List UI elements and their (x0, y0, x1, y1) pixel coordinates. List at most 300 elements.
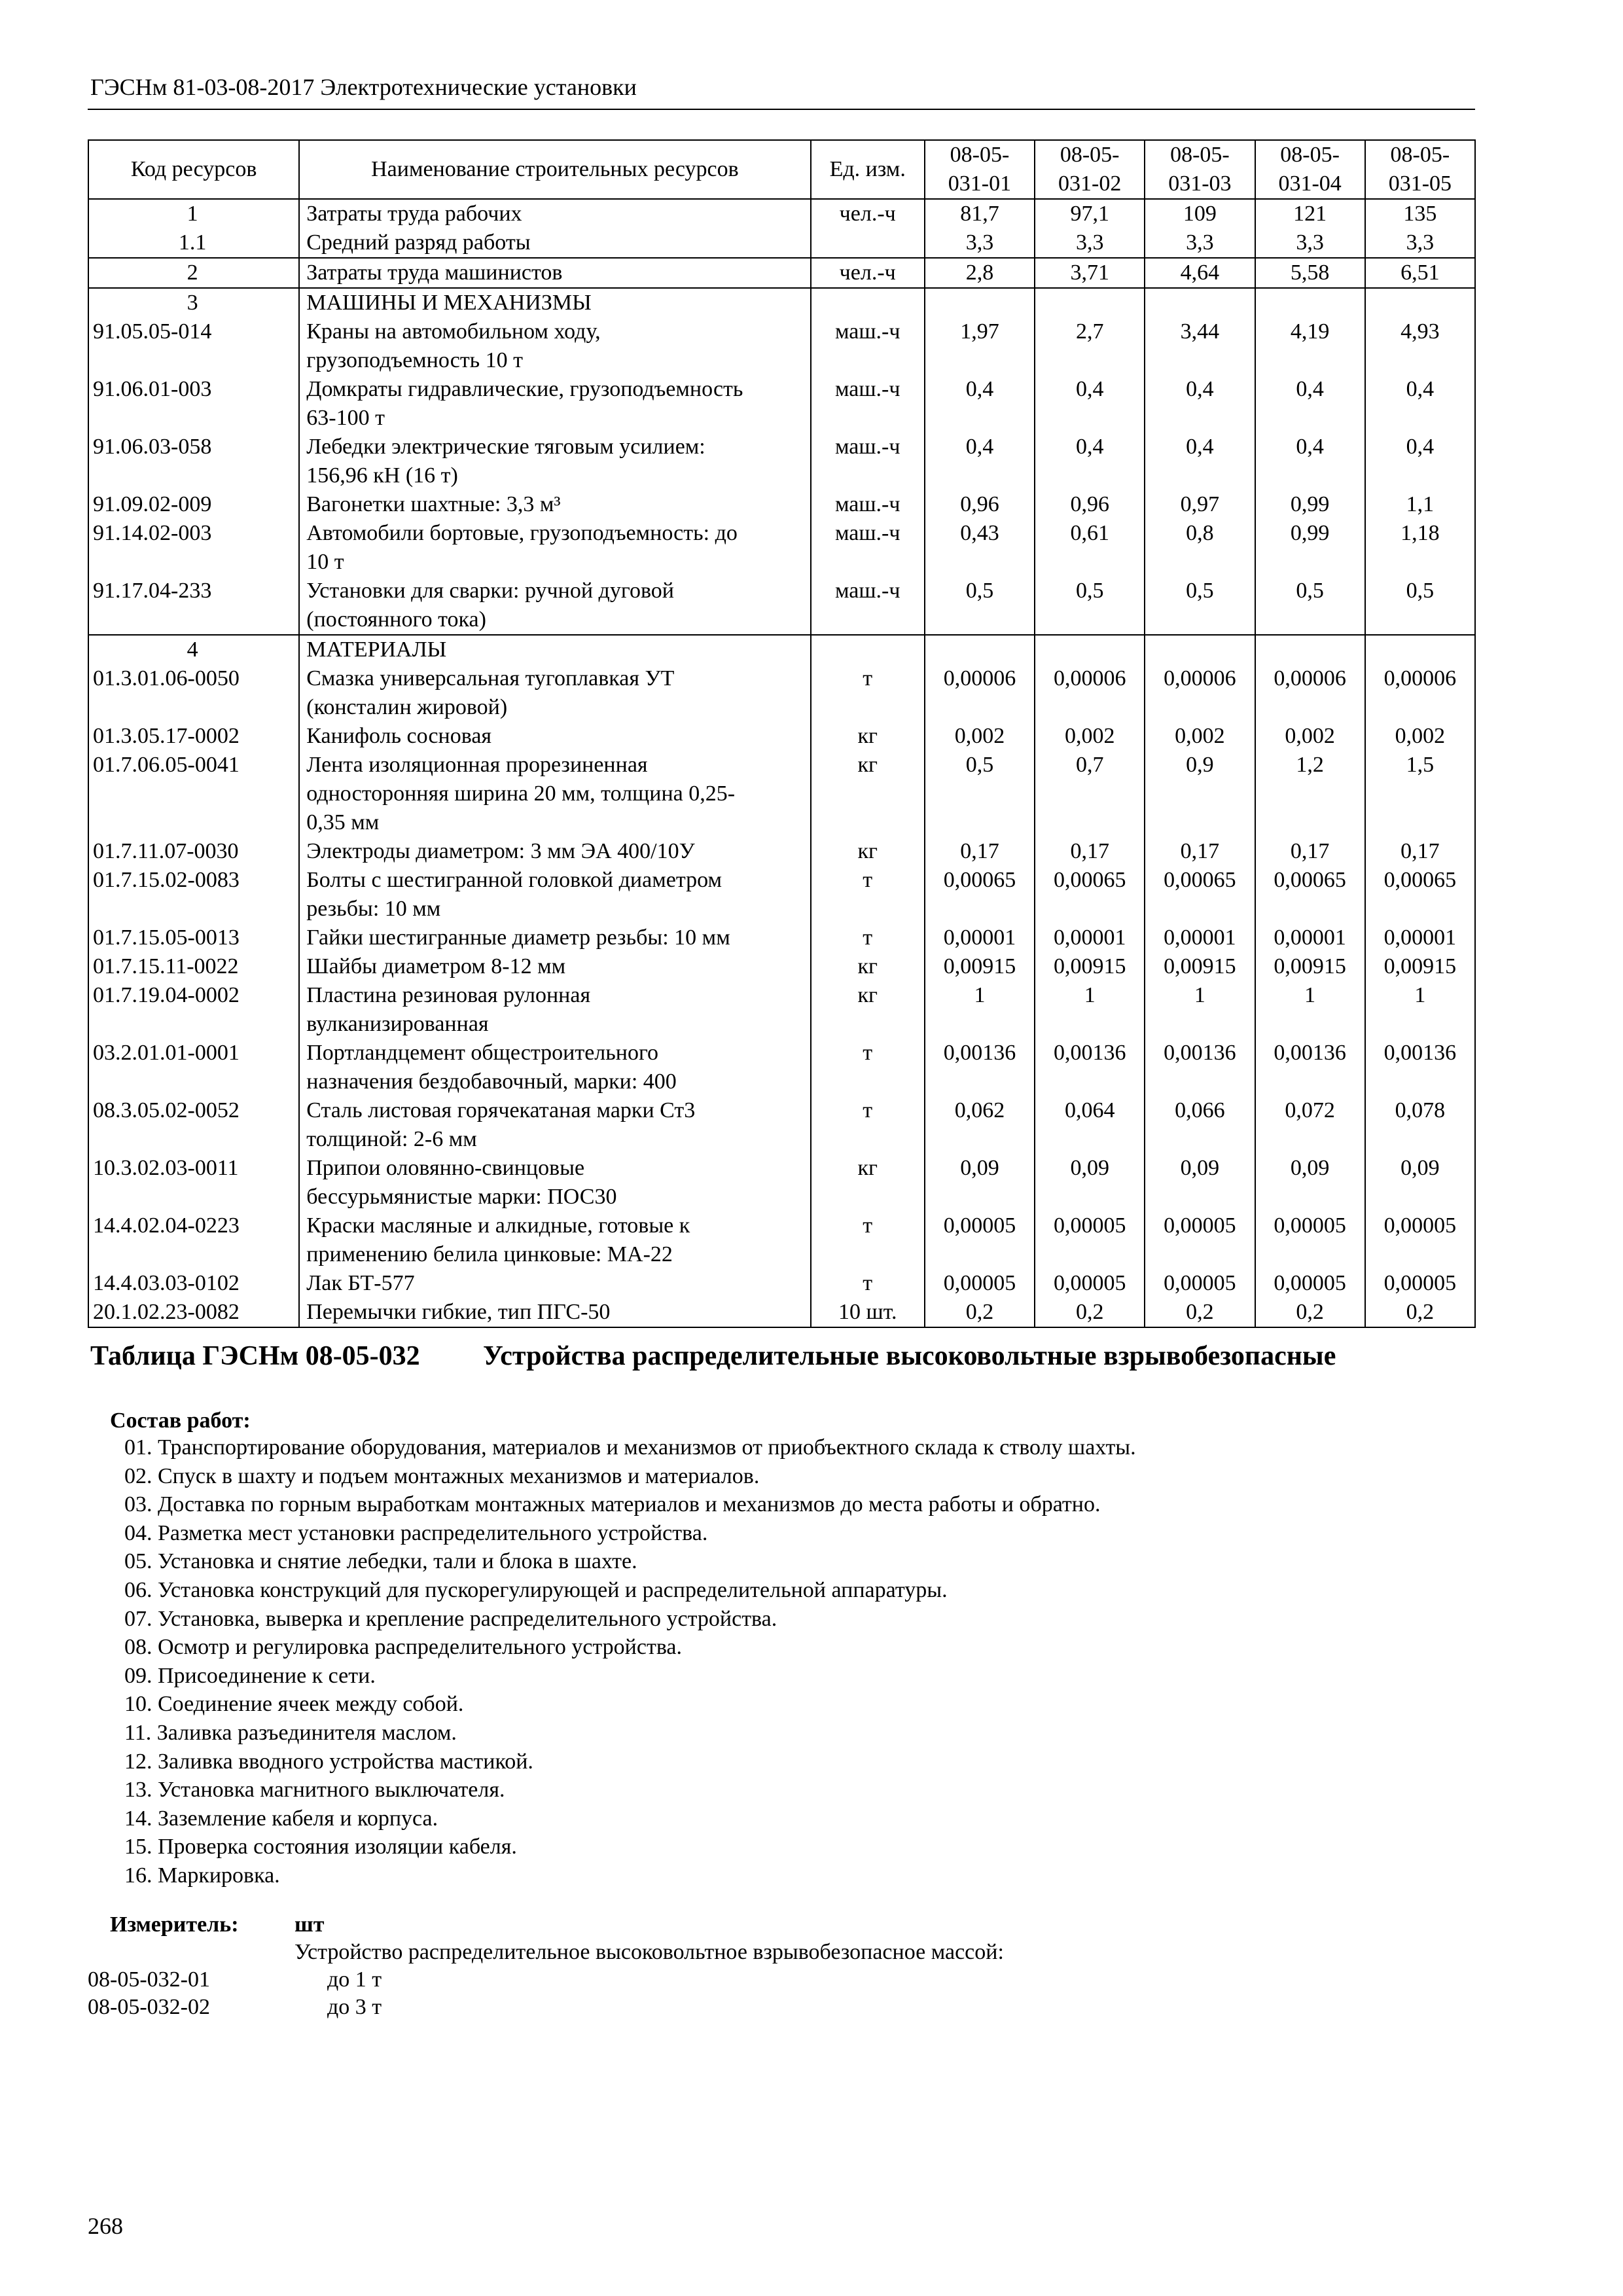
resource-code: 2 (88, 258, 299, 288)
resource-value: 97,1 (1035, 199, 1145, 228)
resource-value (1145, 288, 1255, 317)
resource-value: 1 (1035, 981, 1145, 1039)
table-row (88, 433, 1475, 490)
measure-label: Измеритель: (110, 1912, 239, 1937)
resource-value: 0,4 (1145, 433, 1255, 490)
resources-table (88, 139, 1476, 1328)
resource-code: 91.05.05-014 (88, 317, 299, 375)
resource-name-line: (консталин жировой) (306, 695, 508, 719)
resource-value (1255, 635, 1365, 664)
resource-value: 0,5 (1255, 577, 1365, 635)
resource-name-line: МАШИНЫ И МЕХАНИЗМЫ (306, 291, 592, 315)
resource-value: 0,09 (1255, 1154, 1365, 1211)
resource-name-line: толщиной: 2-6 мм (306, 1127, 477, 1151)
resource-unit: кг (811, 952, 925, 981)
resource-value: 0,00006 (1145, 664, 1255, 722)
resource-value: 0,00005 (1365, 1269, 1475, 1298)
resource-name (299, 317, 810, 375)
table-body (88, 199, 1475, 1327)
resource-value: 0,2 (1145, 1298, 1255, 1327)
resource-value: 109 (1145, 199, 1255, 228)
resource-value: 0,072 (1255, 1096, 1365, 1154)
resource-name (299, 1211, 810, 1269)
resource-value: 0,00915 (1145, 952, 1255, 981)
resource-value: 0,00136 (1255, 1039, 1365, 1096)
resource-value: 0,4 (1255, 433, 1365, 490)
resource-name-line: Домкраты гидравлические, грузоподъемность (306, 377, 743, 401)
resource-name-line: резьбы: 10 мм (306, 897, 441, 921)
resource-value: 4,93 (1365, 317, 1475, 375)
table-row (88, 228, 1475, 258)
resource-name (299, 664, 810, 722)
resource-name-line: Сталь листовая горячекатаная марки Ст3 (306, 1098, 696, 1122)
table-row (88, 952, 1475, 981)
resource-value: 0,17 (1145, 837, 1255, 866)
resource-code: 14.4.03.03-0102 (88, 1269, 299, 1298)
resource-unit: т (811, 1096, 925, 1154)
resource-value: 1 (1365, 981, 1475, 1039)
resource-code: 20.1.02.23-0082 (88, 1298, 299, 1327)
resource-value: 0,00005 (1145, 1269, 1255, 1298)
table-row (88, 1269, 1475, 1298)
resource-name-line: Канифоль сосновая (306, 724, 492, 748)
resource-value (1365, 635, 1475, 664)
resource-value: 0,2 (1365, 1298, 1475, 1327)
resource-name (299, 866, 810, 924)
header-col-line: 08-05- (1390, 143, 1450, 167)
rate-text: до 3 т (327, 1995, 382, 2019)
header-col-line: 08-05- (1060, 143, 1120, 167)
resource-unit: т (811, 664, 925, 722)
resource-name (299, 1096, 810, 1154)
resource-value (925, 635, 1035, 664)
work-item: 13. Установка магнитного выключателя. (124, 1778, 505, 1803)
resource-name (299, 577, 810, 635)
resource-value: 0,61 (1035, 519, 1145, 577)
resource-value: 1,1 (1365, 490, 1475, 519)
resource-value: 0,4 (1145, 375, 1255, 433)
resource-value: 0,00005 (1255, 1269, 1365, 1298)
resource-unit: кг (811, 1154, 925, 1211)
resource-code: 01.3.01.06-0050 (88, 664, 299, 722)
work-item: 15. Проверка состояния изоляции кабеля. (124, 1835, 517, 1859)
resource-code: 1.1 (88, 228, 299, 258)
table-row (88, 924, 1475, 952)
header-col-line: 031-01 (948, 171, 1012, 196)
header-col-line: 08-05- (1170, 143, 1230, 167)
work-item: 08. Осмотр и регулировка распределительного устройства. (124, 1635, 683, 1660)
resource-value: 1 (1255, 981, 1365, 1039)
resource-value: 0,97 (1145, 490, 1255, 519)
resource-code: 10.3.02.03-0011 (88, 1154, 299, 1211)
resource-code: 91.09.02-009 (88, 490, 299, 519)
resource-value: 0,4 (925, 375, 1035, 433)
resource-name-line: Гайки шестигранные диаметр резьбы: 10 мм (306, 925, 730, 950)
resource-unit: маш.-ч (811, 433, 925, 490)
resource-value: 1,18 (1365, 519, 1475, 577)
table-row (88, 1211, 1475, 1269)
rate-code: 08-05-032-02 (88, 1995, 210, 2019)
resource-code: 1 (88, 199, 299, 228)
resource-value: 3,3 (1255, 228, 1365, 258)
resource-value: 4,64 (1145, 258, 1255, 288)
resource-value: 3,71 (1035, 258, 1145, 288)
table-header-row (88, 140, 1475, 199)
resource-value: 0,002 (1035, 722, 1145, 751)
header-col-2 (1035, 140, 1145, 199)
resource-value: 0,00136 (1365, 1039, 1475, 1096)
resource-name-line: Средний разряд работы (306, 230, 531, 255)
resource-code: 01.7.19.04-0002 (88, 981, 299, 1039)
resource-value (1365, 288, 1475, 317)
resource-value: 0,09 (1365, 1154, 1475, 1211)
resource-value: 135 (1365, 199, 1475, 228)
resource-unit: т (811, 1269, 925, 1298)
measure-description: Устройство распределительное высоковольтное взрывобезопасное массой: (294, 1940, 1004, 1964)
resource-value: 2,7 (1035, 317, 1145, 375)
resource-value: 0,5 (925, 577, 1035, 635)
header-col-line: 08-05- (1280, 143, 1340, 167)
resource-value: 0,00005 (1145, 1211, 1255, 1269)
resource-unit: кг (811, 837, 925, 866)
table-row (88, 1096, 1475, 1154)
resource-value: 0,078 (1365, 1096, 1475, 1154)
table-row (88, 981, 1475, 1039)
table-name: Устройства распределительные высоковольтные взрывобезопасные (483, 1341, 1336, 1371)
resource-name-line: бессурьмянистые марки: ПОС30 (306, 1185, 617, 1209)
resource-name (299, 199, 810, 228)
resource-value: 0,5 (1145, 577, 1255, 635)
resource-unit: маш.-ч (811, 317, 925, 375)
rate-text: до 1 т (327, 1967, 382, 1992)
resource-name-line: односторонняя ширина 20 мм, толщина 0,25- (306, 781, 736, 806)
resource-value: 0,00006 (1255, 664, 1365, 722)
resource-value: 0,00005 (1035, 1211, 1145, 1269)
resource-unit: т (811, 866, 925, 924)
table-row (88, 1039, 1475, 1096)
resource-name (299, 635, 810, 664)
header-col-line: 031-02 (1058, 171, 1122, 196)
resource-code: 08.3.05.02-0052 (88, 1096, 299, 1154)
resource-name-line: МАТЕРИАЛЫ (306, 637, 447, 662)
header-col-1 (925, 140, 1035, 199)
resource-value: 0,99 (1255, 490, 1365, 519)
resource-value: 0,43 (925, 519, 1035, 577)
resource-value: 0,002 (1255, 722, 1365, 751)
resource-unit: кг (811, 722, 925, 751)
table-row (88, 577, 1475, 635)
resource-value: 0,2 (1035, 1298, 1145, 1327)
resource-unit: 10 шт. (811, 1298, 925, 1327)
header-col-5 (1365, 140, 1475, 199)
resource-value: 0,96 (1035, 490, 1145, 519)
resource-value: 0,5 (1035, 577, 1145, 635)
resource-value: 0,17 (925, 837, 1035, 866)
resource-value (925, 288, 1035, 317)
resource-value: 0,00001 (1145, 924, 1255, 952)
table-row (88, 635, 1475, 664)
table-row (88, 751, 1475, 837)
works-list (124, 1433, 1136, 1890)
measure-unit: шт (294, 1912, 325, 1937)
header-rule (88, 109, 1475, 110)
header-col-3 (1145, 140, 1255, 199)
work-item: 01. Транспортирование оборудования, материалов и механизмов от приобъектного склада к стволу шахты. (124, 1435, 1136, 1460)
resource-name-line: Краны на автомобильном ходу, (306, 319, 601, 344)
resource-value: 0,00006 (925, 664, 1035, 722)
resource-code: 01.7.11.07-0030 (88, 837, 299, 866)
resource-code: 91.17.04-233 (88, 577, 299, 635)
header-col-line: 031-04 (1278, 171, 1342, 196)
resource-value: 0,8 (1145, 519, 1255, 577)
resource-value: 0,4 (1365, 375, 1475, 433)
resource-value: 0,00136 (1145, 1039, 1255, 1096)
resource-name-line: Затраты труда машинистов (306, 260, 563, 285)
resource-value: 0,4 (1365, 433, 1475, 490)
table-row (88, 837, 1475, 866)
resource-code: 01.3.05.17-0002 (88, 722, 299, 751)
resource-name-line: Припои оловянно-свинцовые (306, 1156, 585, 1180)
header-col-line: 031-03 (1168, 171, 1232, 196)
work-item: 05. Установка и снятие лебедки, тали и блока в шахте. (124, 1549, 637, 1574)
work-item: 03. Доставка по горным выработкам монтажных материалов и механизмов до места работы и обратно. (124, 1492, 1101, 1517)
resource-name (299, 981, 810, 1039)
resource-name-line: Лак БТ-577 (306, 1271, 415, 1295)
resource-value: 0,00005 (925, 1269, 1035, 1298)
resource-value: 0,00065 (1365, 866, 1475, 924)
work-item: 07. Установка, выверка и крепление распределительного устройства. (124, 1606, 777, 1631)
resource-code: 91.06.03-058 (88, 433, 299, 490)
resource-unit: т (811, 1211, 925, 1269)
work-item: 06. Установка конструкций для пускорегулирующей и распределительной аппаратуры. (124, 1577, 948, 1602)
resource-unit: маш.-ч (811, 375, 925, 433)
resource-name-line: 10 т (306, 550, 344, 574)
resource-name (299, 1039, 810, 1096)
resource-unit (811, 228, 925, 258)
work-item: 02. Спуск в шахту и подъем монтажных механизмов и материалов. (124, 1463, 760, 1488)
resource-code: 3 (88, 288, 299, 317)
resource-value: 0,002 (925, 722, 1035, 751)
resource-value: 0,00005 (1035, 1269, 1145, 1298)
resource-value: 3,3 (925, 228, 1035, 258)
work-item: 16. Маркировка. (124, 1863, 280, 1888)
header-col-4 (1255, 140, 1365, 199)
resource-value: 0,00065 (1035, 866, 1145, 924)
resource-name-line: Лебедки электрические тяговым усилием: (306, 435, 705, 459)
work-item: 14. Заземление кабеля и корпуса. (124, 1806, 438, 1831)
header-col-line: 08-05- (950, 143, 1010, 167)
work-item: 04. Разметка мест установки распределительного устройства. (124, 1520, 708, 1545)
table-row (88, 317, 1475, 375)
header-name: Наименование строительных ресурсов (299, 140, 810, 199)
resource-unit: маш.-ч (811, 490, 925, 519)
resource-name-line: Смазка универсальная тугоплавкая УТ (306, 666, 675, 691)
resource-value: 0,17 (1255, 837, 1365, 866)
resource-value: 0,002 (1365, 722, 1475, 751)
resource-name-line: Болты с шестигранной головкой диаметром (306, 868, 722, 892)
resource-value: 0,00001 (925, 924, 1035, 952)
resource-value: 0,4 (925, 433, 1035, 490)
resource-value: 1,97 (925, 317, 1035, 375)
resource-unit: чел.-ч (811, 258, 925, 288)
resource-value: 0,5 (1365, 577, 1475, 635)
resource-name-line: Электроды диаметром: 3 мм ЭА 400/10У (306, 839, 695, 863)
resource-value: 0,00136 (925, 1039, 1035, 1096)
resource-value: 0,00065 (1255, 866, 1365, 924)
resource-value: 0,00915 (925, 952, 1035, 981)
resource-value: 0,09 (1145, 1154, 1255, 1211)
resource-name (299, 924, 810, 952)
table-row (88, 866, 1475, 924)
resource-value: 0,00915 (1255, 952, 1365, 981)
resource-name-line: Затраты труда рабочих (306, 202, 522, 226)
works-title: Состав работ: (110, 1408, 251, 1433)
resource-unit: кг (811, 981, 925, 1039)
resource-name (299, 722, 810, 751)
resource-unit: т (811, 924, 925, 952)
resource-value: 0,00005 (1255, 1211, 1365, 1269)
resource-name-line: Портландцемент общестроительного (306, 1041, 659, 1065)
resource-name-line: 156,96 кН (16 т) (306, 463, 458, 488)
resource-value: 1,5 (1365, 751, 1475, 837)
resource-name-line: 0,35 мм (306, 810, 380, 834)
resource-value: 5,58 (1255, 258, 1365, 288)
resource-value: 0,2 (1255, 1298, 1365, 1327)
resource-value: 0,00065 (925, 866, 1035, 924)
resource-name-line: Пластина резиновая рулонная (306, 983, 591, 1007)
resource-code: 01.7.15.05-0013 (88, 924, 299, 952)
table-row (88, 199, 1475, 228)
resource-unit: т (811, 1039, 925, 1096)
resource-code: 4 (88, 635, 299, 664)
resource-name-line: Установки для сварки: ручной дуговой (306, 579, 674, 603)
work-item: 12. Заливка вводного устройства мастикой. (124, 1749, 533, 1774)
resource-name-line: назначения бездобавочный, марки: 400 (306, 1069, 677, 1094)
resource-value: 0,4 (1035, 433, 1145, 490)
table-row (88, 722, 1475, 751)
resource-name-line: Краски масляные и алкидные, готовые к (306, 1213, 690, 1238)
resource-value: 0,4 (1255, 375, 1365, 433)
resource-name-line: Лента изоляционная прорезиненная (306, 753, 648, 777)
table-row (88, 288, 1475, 317)
resource-unit (811, 635, 925, 664)
resource-value: 0,00005 (925, 1211, 1035, 1269)
resource-value (1035, 635, 1145, 664)
header-unit: Ед. изм. (811, 140, 925, 199)
resource-value: 0,002 (1145, 722, 1255, 751)
resource-value: 0,09 (925, 1154, 1035, 1211)
table-row (88, 258, 1475, 288)
resource-value: 0,99 (1255, 519, 1365, 577)
resource-name (299, 1298, 810, 1327)
resource-value: 2,8 (925, 258, 1035, 288)
resource-value: 0,062 (925, 1096, 1035, 1154)
resource-value: 3,3 (1035, 228, 1145, 258)
resource-name (299, 837, 810, 866)
work-item: 11. Заливка разъединителя маслом. (124, 1720, 457, 1745)
table-row (88, 1154, 1475, 1211)
resource-value: 0,17 (1365, 837, 1475, 866)
resource-value: 0,7 (1035, 751, 1145, 837)
resource-value: 0,00006 (1365, 664, 1475, 722)
resource-value: 0,5 (925, 751, 1035, 837)
resource-value: 0,00915 (1035, 952, 1145, 981)
resource-name (299, 433, 810, 490)
resource-value: 4,19 (1255, 317, 1365, 375)
resource-value: 3,44 (1145, 317, 1255, 375)
resource-value: 0,2 (925, 1298, 1035, 1327)
resource-name-line: Вагонетки шахтные: 3,3 м³ (306, 492, 561, 516)
resource-value: 121 (1255, 199, 1365, 228)
resource-value: 0,00136 (1035, 1039, 1145, 1096)
resource-value: 0,96 (925, 490, 1035, 519)
resource-value: 0,00001 (1255, 924, 1365, 952)
resource-value (1255, 288, 1365, 317)
resource-code: 91.14.02-003 (88, 519, 299, 577)
resource-value: 1 (925, 981, 1035, 1039)
resource-code: 01.7.15.11-0022 (88, 952, 299, 981)
table-row (88, 1298, 1475, 1327)
resource-name (299, 288, 810, 317)
resource-name (299, 751, 810, 837)
header-code: Код ресурсов (88, 140, 299, 199)
resource-name (299, 1269, 810, 1298)
resource-unit: чел.-ч (811, 199, 925, 228)
work-item: 09. Присоединение к сети. (124, 1663, 376, 1688)
resource-name (299, 519, 810, 577)
resource-name (299, 490, 810, 519)
resource-value: 0,00065 (1145, 866, 1255, 924)
resource-name (299, 228, 810, 258)
resource-value: 0,00915 (1365, 952, 1475, 981)
table-title (90, 1340, 1336, 1372)
table-row (88, 664, 1475, 722)
table-row (88, 519, 1475, 577)
resource-code: 01.7.06.05-0041 (88, 751, 299, 837)
table-number: Таблица ГЭСНм 08-05-032 (90, 1341, 420, 1371)
resource-unit: кг (811, 751, 925, 837)
table-row (88, 375, 1475, 433)
resource-name-line: (постоянного тока) (306, 607, 486, 632)
resource-value: 0,00006 (1035, 664, 1145, 722)
resource-name-line: 63-100 т (306, 406, 385, 430)
header-col-line: 031-05 (1388, 171, 1452, 196)
resource-code: 91.06.01-003 (88, 375, 299, 433)
resource-value: 3,3 (1365, 228, 1475, 258)
resource-value: 0,00005 (1365, 1211, 1475, 1269)
resource-name (299, 375, 810, 433)
resource-value: 0,064 (1035, 1096, 1145, 1154)
resource-value: 0,17 (1035, 837, 1145, 866)
work-item: 10. Соединение ячеек между собой. (124, 1692, 464, 1717)
resource-name-line: вулканизированная (306, 1012, 489, 1036)
resource-value: 0,00001 (1365, 924, 1475, 952)
resource-name (299, 1154, 810, 1211)
resource-value: 0,9 (1145, 751, 1255, 837)
resource-name (299, 258, 810, 288)
resource-value: 81,7 (925, 199, 1035, 228)
page-header: ГЭСНм 81-03-08-2017 Электротехнические установки (90, 74, 637, 100)
resource-name-line: Шайбы диаметром 8-12 мм (306, 954, 566, 978)
page-number: 268 (88, 2213, 123, 2239)
table-row (88, 490, 1475, 519)
resource-value: 1 (1145, 981, 1255, 1039)
resource-name-line: грузоподъемность 10 т (306, 348, 524, 372)
resource-name (299, 952, 810, 981)
resource-value: 0,09 (1035, 1154, 1145, 1211)
resource-value (1035, 288, 1145, 317)
resource-value: 1,2 (1255, 751, 1365, 837)
